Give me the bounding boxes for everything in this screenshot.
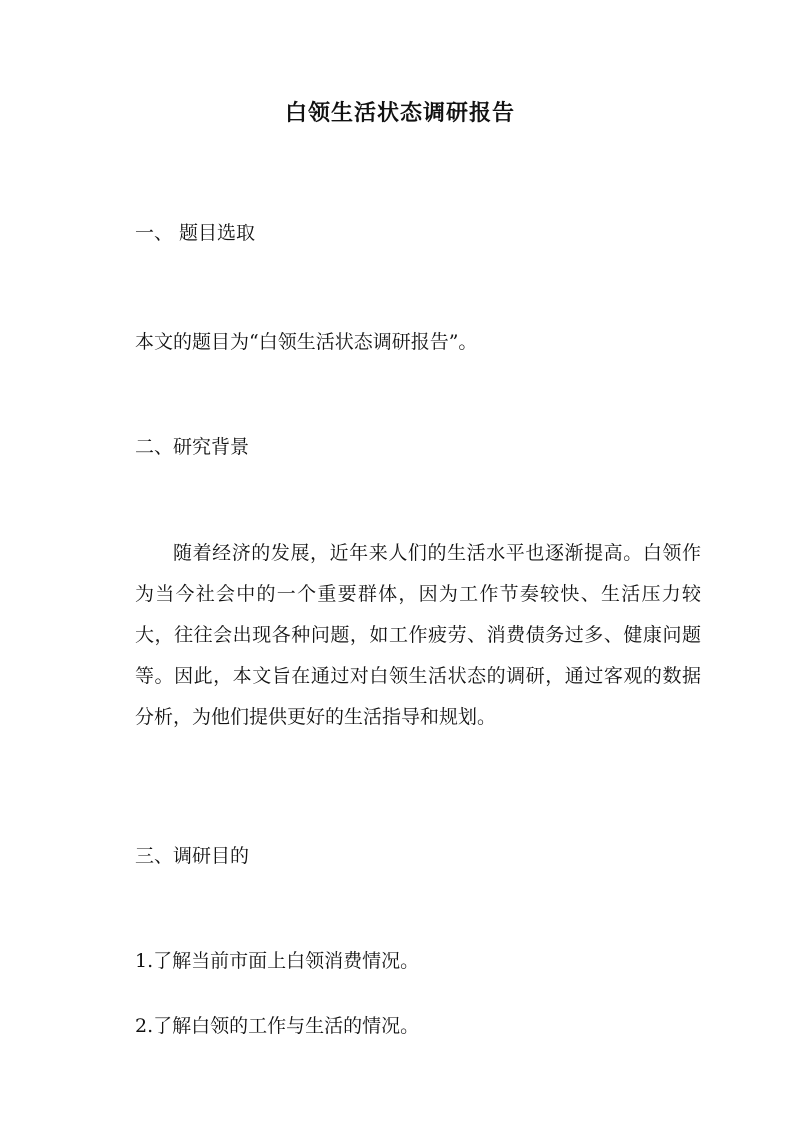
purpose-item-2: 2.了解白领的工作与生活的情况。 — [135, 1015, 420, 1037]
section-heading-background: 二、研究背景 — [135, 436, 250, 458]
section-heading-purpose: 三、调研目的 — [135, 845, 250, 867]
section-body-topic: 本文的题目为“白领生活状态调研报告”。 — [135, 331, 478, 353]
document-title: 白领生活状态调研报告 — [284, 100, 515, 126]
section-heading-topic: 一、 题目选取 — [135, 222, 256, 244]
purpose-item-1: 1.了解当前市面上白领消费情况。 — [135, 950, 420, 972]
section-body-background: 随着经济的发展，近年来人们的生活水平也逐渐提高。白领作为当今社会中的一个重要群体，因为工作节奏较快、生活压力较大，往往会出现各种问题，如工作疲劳、消费债务过多、健康问题等。因此，本文旨在通过对白领生活状态的调研，通过客观的数据分析，为他们提供更好的生活指导和规划。 — [135, 542, 701, 728]
